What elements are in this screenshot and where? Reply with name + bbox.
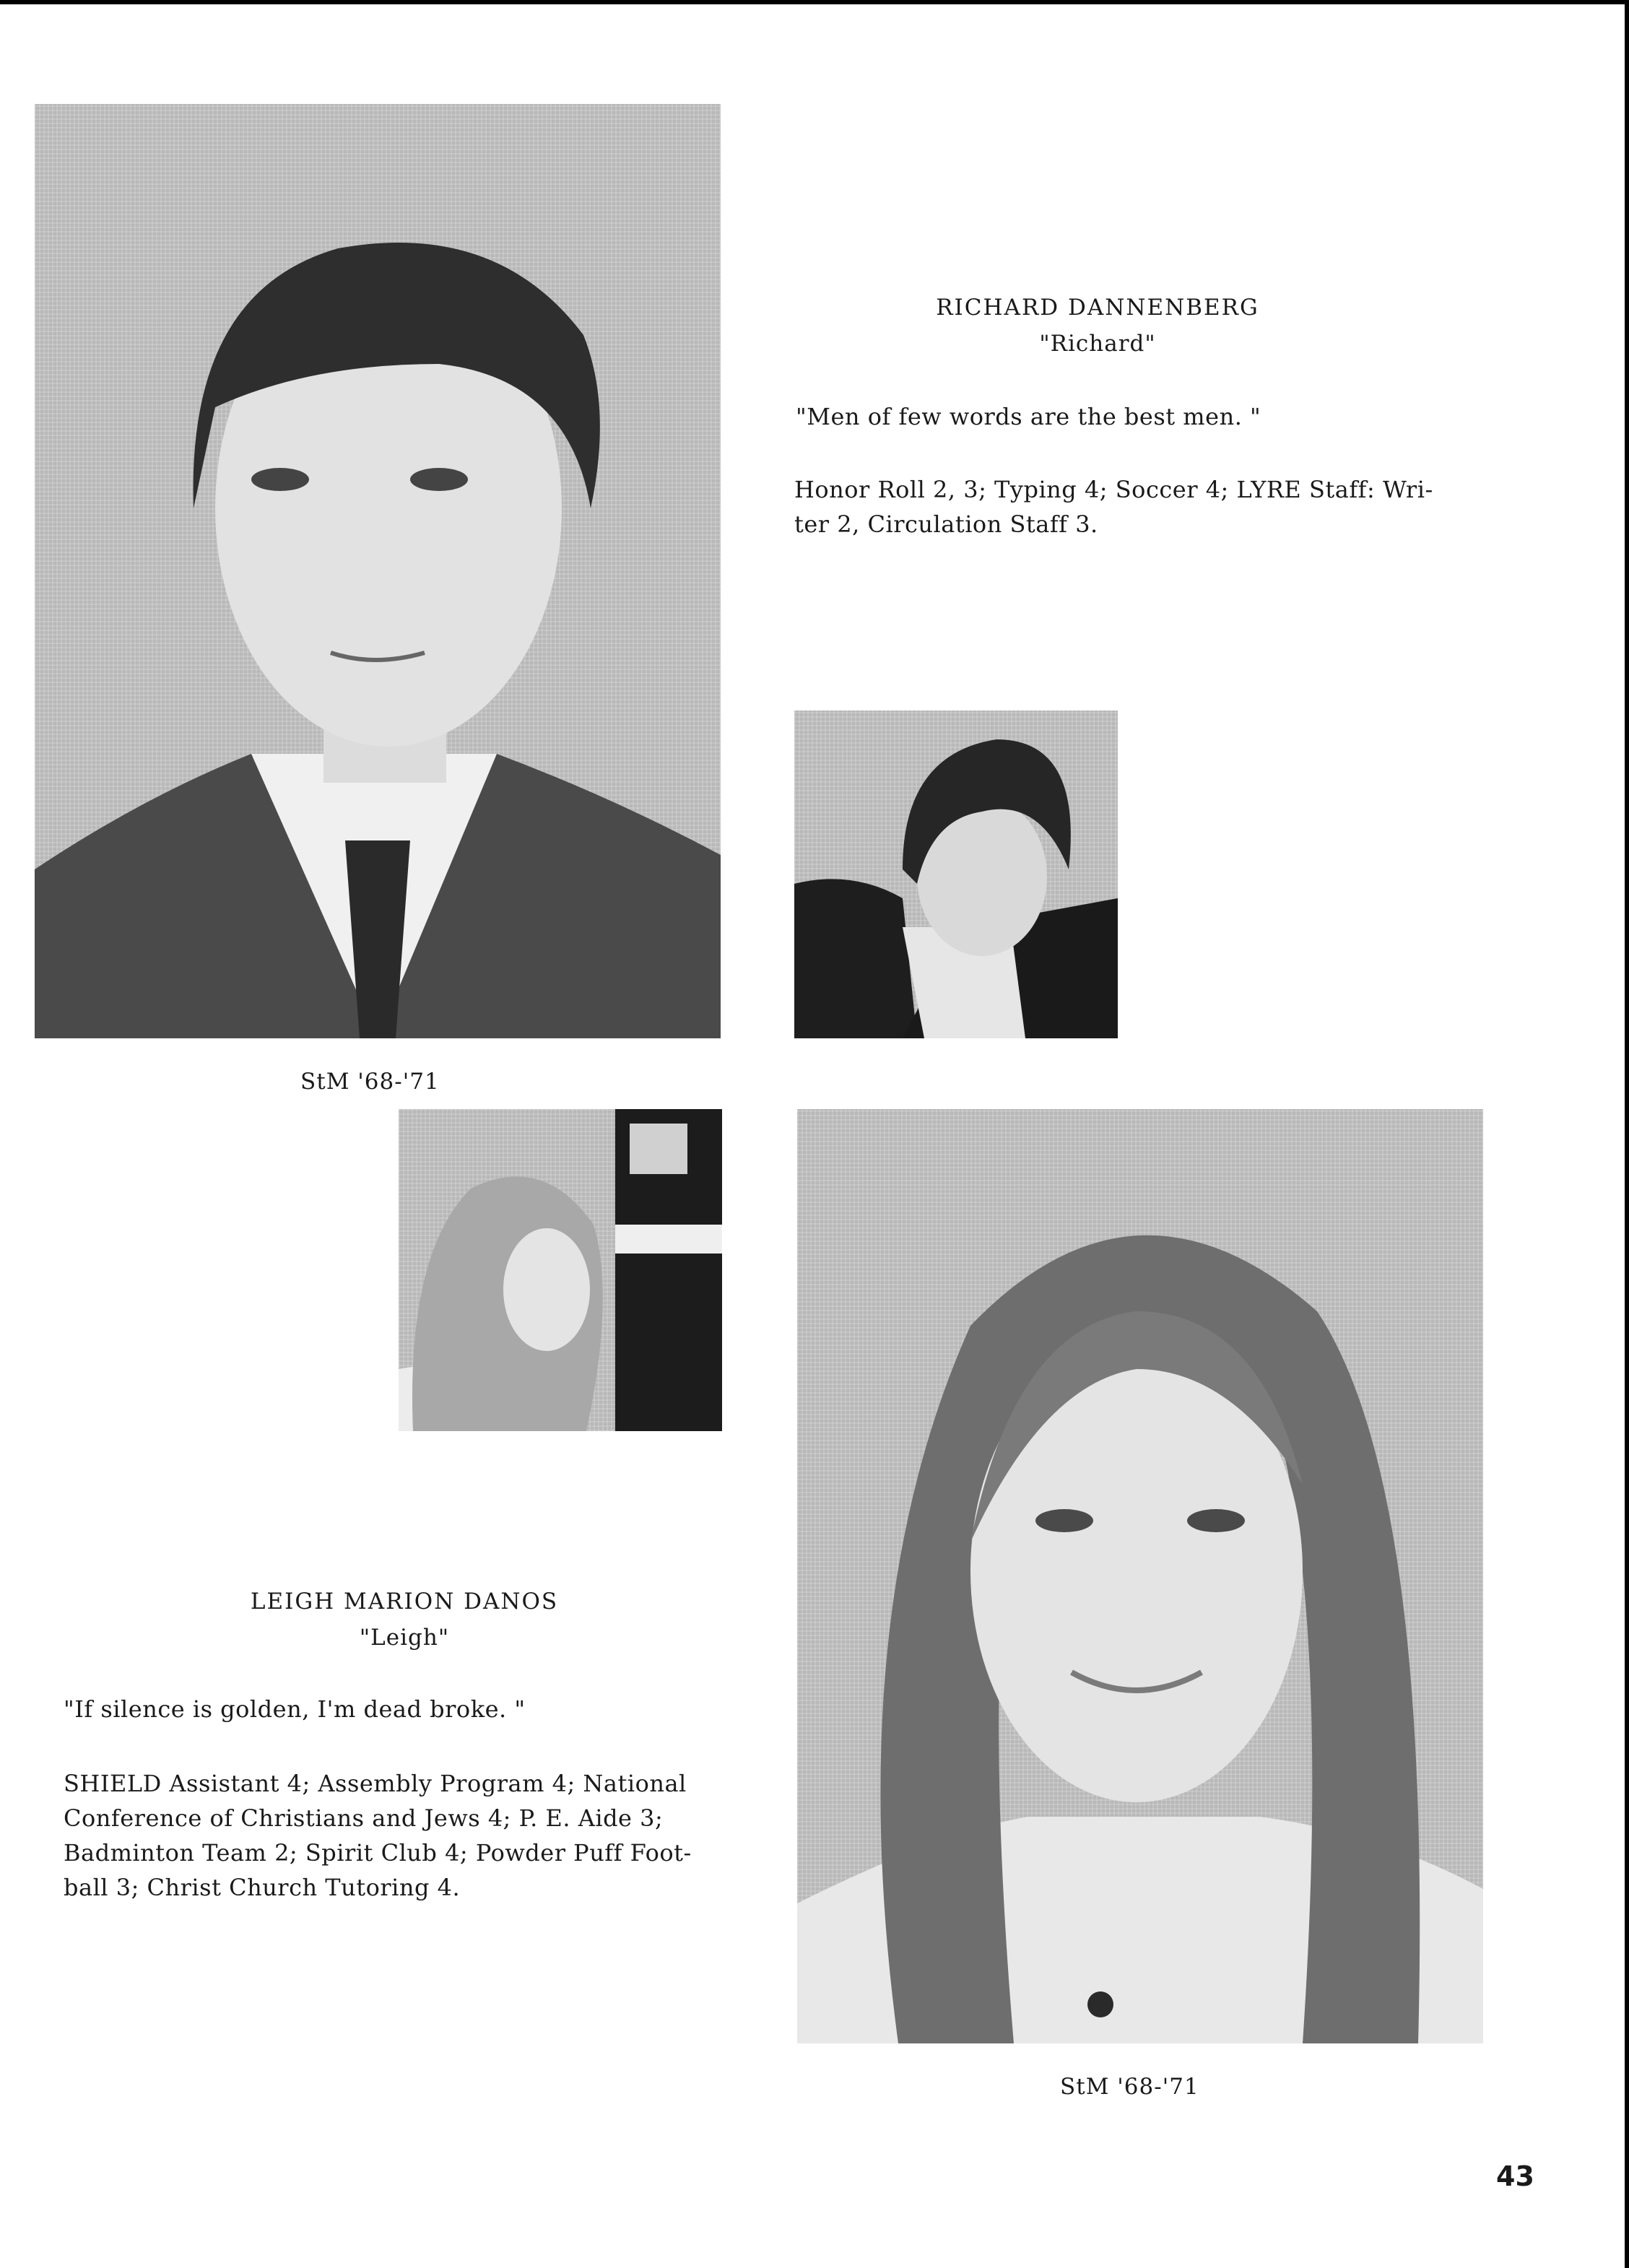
student-quote: "If silence is golden, I'm dead broke. ": [64, 1695, 526, 1723]
activities-line: Honor Roll 2, 3; Typing 4; Soccer 4; LYRE Staff: Wri-: [794, 476, 1433, 503]
student-activities: [794, 472, 1433, 542]
student-nickname: "Leigh": [359, 1625, 450, 1651]
richard-portrait-photo: [35, 104, 721, 1038]
student-name: LEIGH MARION DANOS: [250, 1589, 559, 1615]
student-years: StM '68-'71: [300, 1069, 440, 1095]
activities-line: Conference of Christians and Jews 4; P. E. Aide 3;: [64, 1804, 664, 1832]
student-activities: [64, 1766, 692, 1905]
activities-line: Badminton Team 2; Spirit Club 4; Powder Puff Foot-: [64, 1839, 692, 1867]
richard-candid-photo: [794, 711, 1118, 1038]
activities-line: SHIELD Assistant 4; Assembly Program 4; National: [64, 1770, 687, 1797]
leigh-candid-photo: [399, 1109, 722, 1431]
page-number: 43: [1496, 2160, 1534, 2192]
leigh-portrait-photo: [797, 1109, 1483, 2043]
activities-line: ter 2, Circulation Staff 3.: [794, 510, 1098, 538]
student-years: StM '68-'71: [1060, 2074, 1199, 2100]
student-quote: "Men of few words are the best men. ": [796, 403, 1261, 430]
student-nickname: "Richard": [1039, 331, 1156, 357]
student-name: RICHARD DANNENBERG: [936, 295, 1259, 321]
activities-line: ball 3; Christ Church Tutoring 4.: [64, 1874, 461, 1901]
